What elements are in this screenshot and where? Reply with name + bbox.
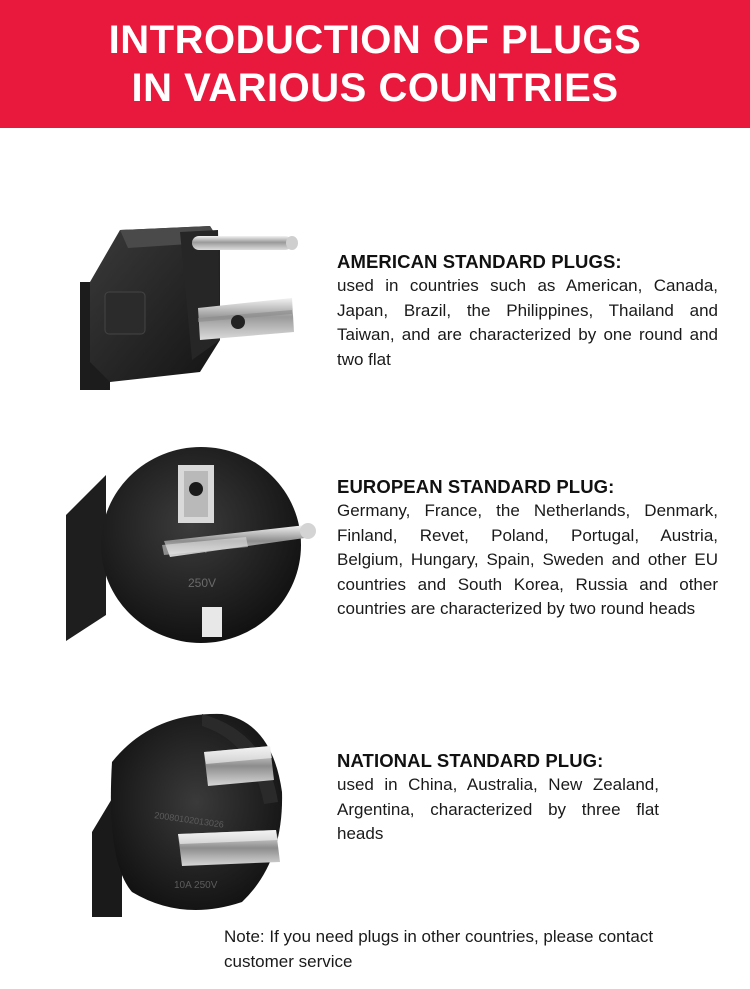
page-title-line-2: IN VARIOUS COUNTRIES bbox=[131, 66, 619, 110]
national-plug-title: NATIONAL STANDARD PLUG: bbox=[337, 750, 604, 771]
european-plug-description bbox=[337, 475, 718, 622]
american-plug-description bbox=[337, 250, 718, 372]
contact-note: Note: If you need plugs in other countries, please contact customer service bbox=[224, 927, 654, 971]
american-plug-text: used in countries such as American, Canada, Japan, Brazil, the Philippines, Thailand and Taiwan, and are characterized by one round and two flat bbox=[337, 276, 718, 369]
european-plug-image bbox=[66, 445, 326, 645]
header-banner bbox=[0, 0, 750, 128]
american-plug-title: AMERICAN STANDARD PLUGS: bbox=[337, 251, 622, 272]
european-voltage-mark: 250V bbox=[187, 576, 217, 590]
national-plug-text: used in China, Australia, New Zealand, Argentina, characterized by three flat heads bbox=[337, 775, 659, 843]
national-code-mark: 20080102013026 bbox=[153, 810, 225, 830]
national-plug-description bbox=[337, 749, 659, 847]
american-plug-image bbox=[80, 222, 310, 392]
national-rating-mark: 10A 250V bbox=[174, 880, 218, 891]
european-plug-text: Germany, France, the Netherlands, Denmark, Finland, Revet, Poland, Portugal, Austria, Belgium, Hungary, Spain, Sweden and other EU countries and South Korea, Russia and other countries are characterized by two round heads bbox=[337, 501, 718, 618]
european-plug-title: EUROPEAN STANDARD PLUG: bbox=[337, 476, 615, 497]
page-title-line-1: INTRODUCTION OF PLUGS bbox=[108, 18, 642, 62]
national-plug-image bbox=[92, 712, 292, 917]
